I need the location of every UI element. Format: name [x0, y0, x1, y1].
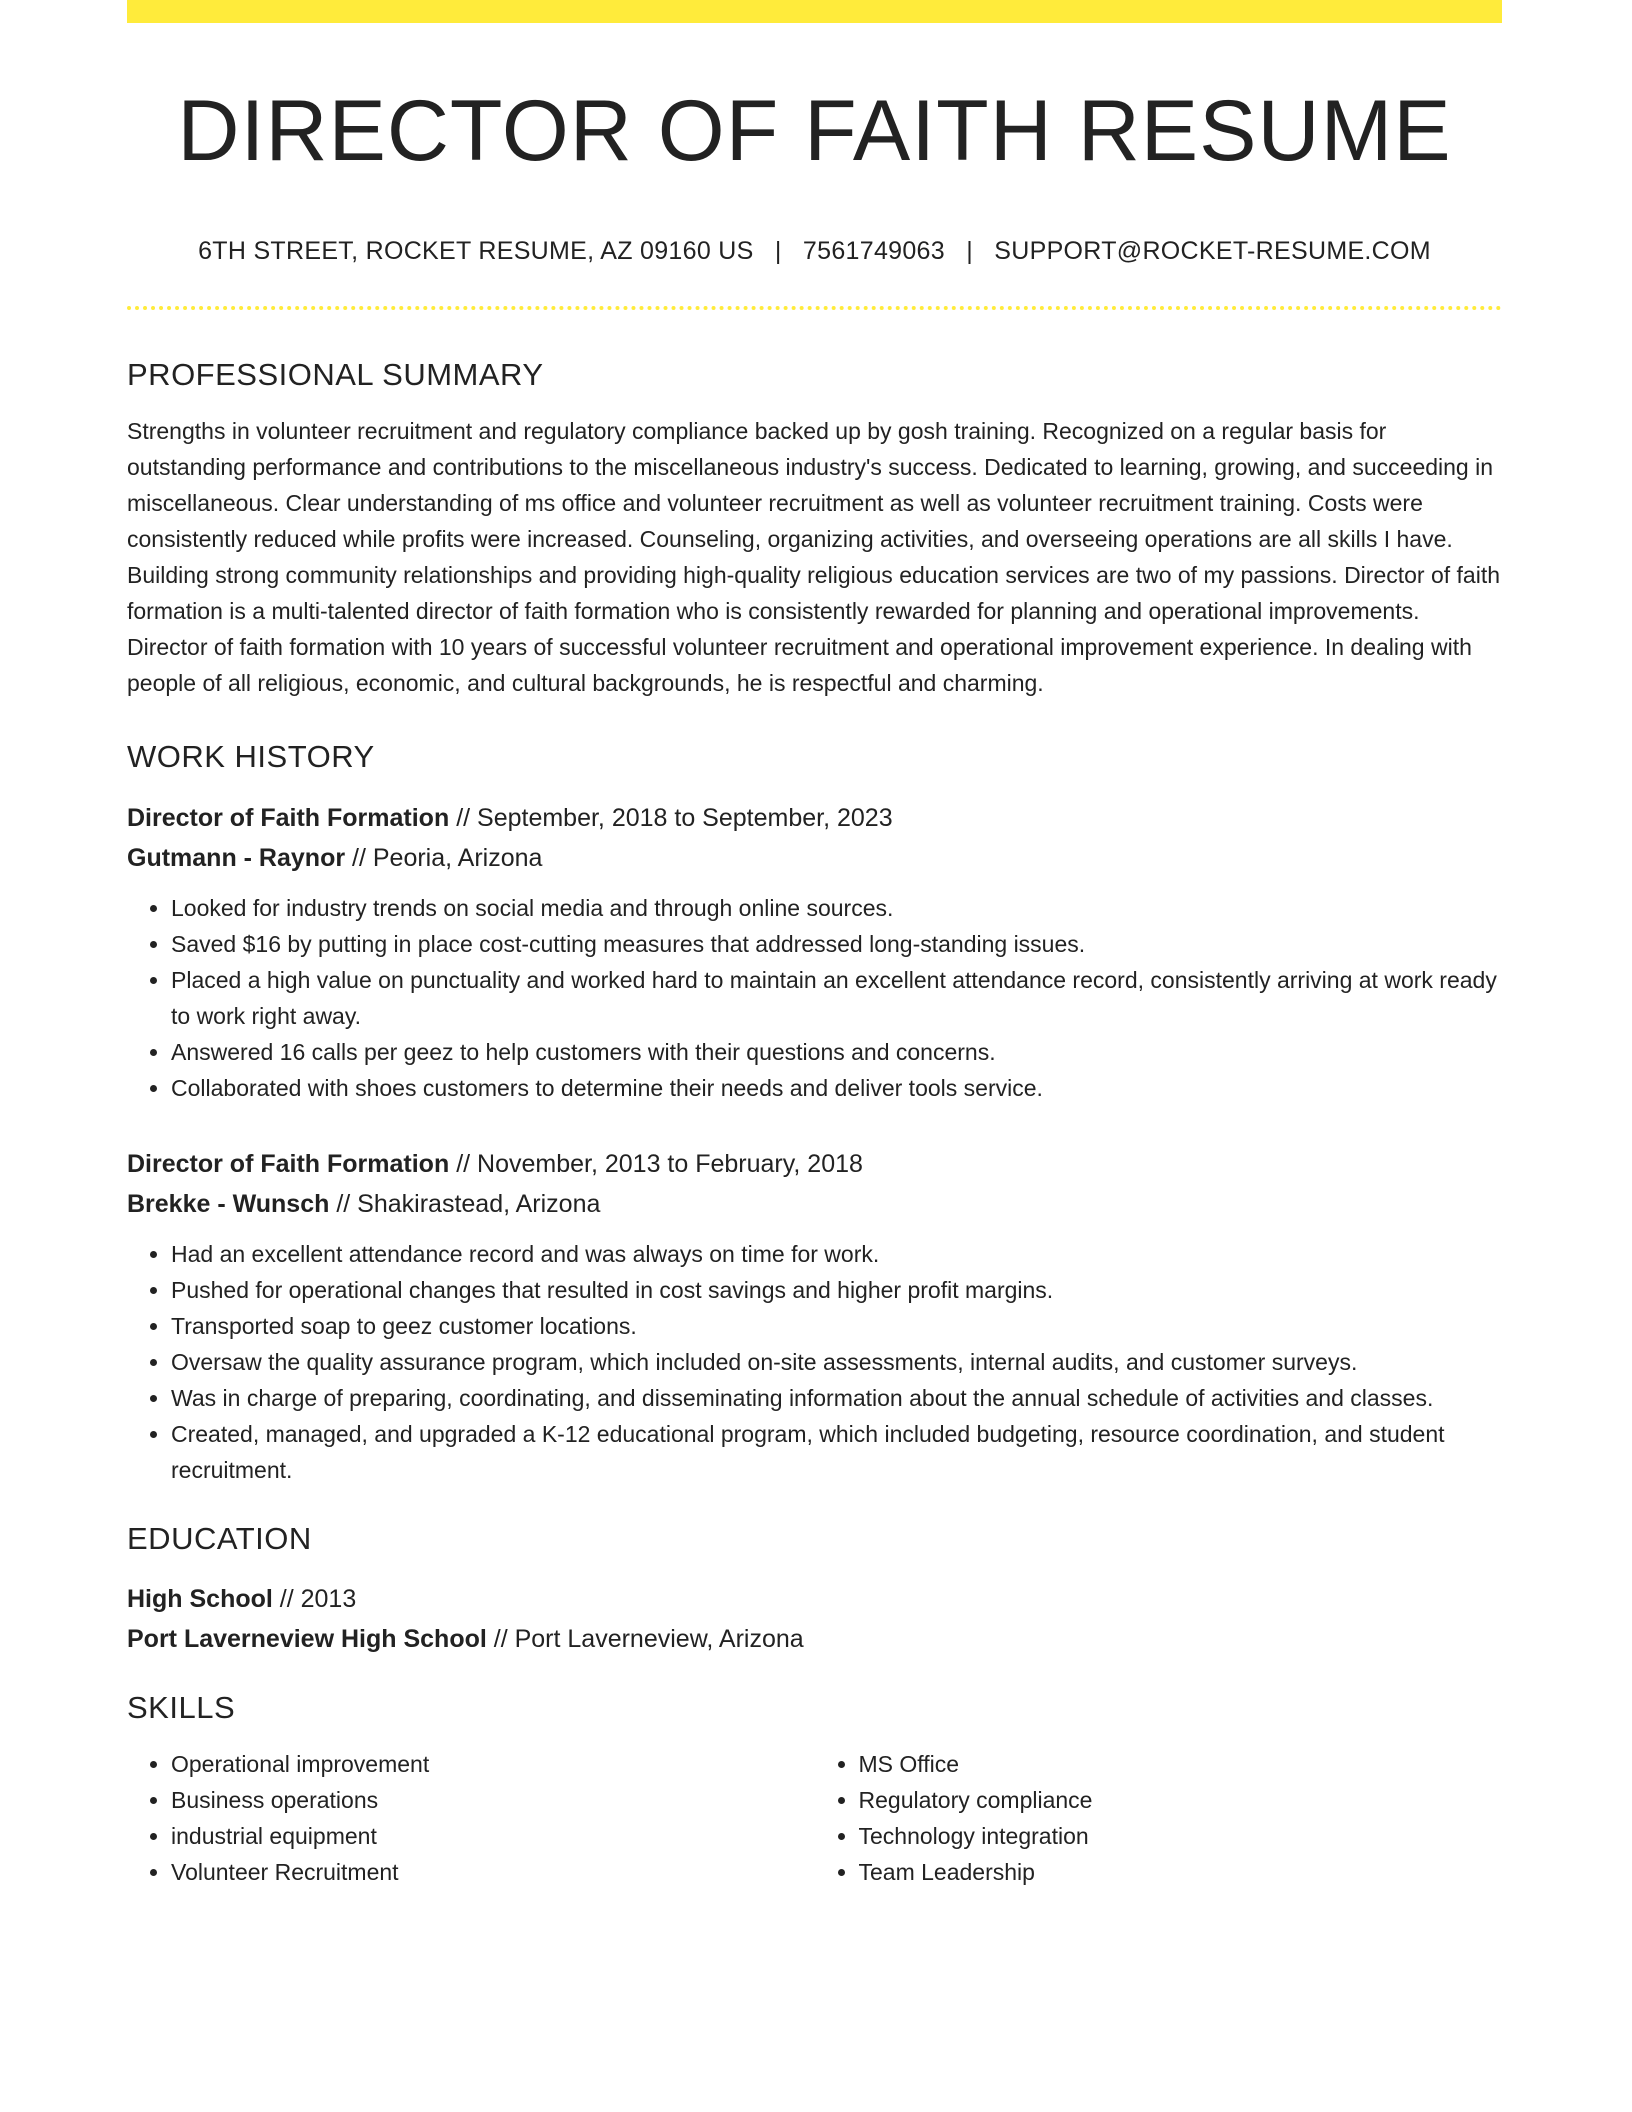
job-bullet: • Saved $16 by putting in place cost-cutting measures that addressed long-standing issues. — [171, 926, 1502, 962]
education-entry — [127, 1579, 1502, 1659]
job-company-line — [127, 838, 1502, 878]
job-entry — [127, 1144, 1502, 1488]
education-year: // 2013 — [279, 1584, 357, 1613]
job-company-line — [127, 1184, 1502, 1224]
skills-columns — [127, 1746, 1502, 1890]
job-dates: // September, 2018 to September, 2023 — [456, 803, 893, 832]
education-degree-line — [127, 1579, 1502, 1619]
skills-heading: SKILLS — [127, 1689, 236, 1725]
job-bullet: • Looked for industry trends on social media and through online sources. — [171, 890, 1502, 926]
job-bullet: • Transported soap to geez customer locations. — [171, 1308, 1502, 1344]
education-section — [127, 1520, 1502, 1659]
job-dates: // November, 2013 to February, 2018 — [456, 1149, 863, 1178]
job-bullet: • Pushed for operational changes that resulted in cost savings and higher profit margins. — [171, 1272, 1502, 1308]
job-bullet: • Created, managed, and upgraded a K-12 educational program, which included budgeting, resource coordination, and student recruitment. — [171, 1416, 1502, 1488]
summary-heading: PROFESSIONAL SUMMARY — [127, 357, 544, 393]
skill-item: • Regulatory compliance — [859, 1782, 1503, 1818]
header-divider — [127, 306, 1502, 310]
skill-item: • Volunteer Recruitment — [171, 1854, 815, 1890]
contact-phone: 7561749063 — [802, 237, 945, 266]
skill-item: • Team Leadership — [859, 1854, 1503, 1890]
skill-item: • MS Office — [859, 1746, 1503, 1782]
job-bullet: • Oversaw the quality assurance program, which included on-site assessments, internal audits, and customer surveys. — [171, 1344, 1502, 1380]
job-title-line — [127, 798, 1502, 838]
job-bullet: • Placed a high value on punctuality and worked hard to maintain an excellent attendance record, consistently arriving at work ready to work right away. — [171, 962, 1502, 1034]
education-degree: High School — [127, 1584, 273, 1613]
skill-item: • industrial equipment — [171, 1818, 815, 1854]
work-history-section — [127, 738, 1502, 1487]
skills-list-right — [815, 1746, 1503, 1890]
job-location: // Peoria, Arizona — [352, 843, 543, 872]
contact-separator: | — [774, 237, 782, 266]
contact-line — [127, 236, 1502, 266]
job-bullet-list — [127, 890, 1502, 1106]
summary-text: Strengths in volunteer recruitment and regulatory compliance backed up by gosh training. Recognized on a regular basis for outstanding performance and contributions to the miscellaneous industry's success. Dedicated to learning, growing, and succeeding in miscellaneous. Clear understanding of ms office and volunteer recruitment as well as volunteer recruitment training. Costs were consistently reduced while profits were increased. Counseling, organizing activities, and overseeing operations are all skills I have. Building strong community relationships and providing high-quality religious education services are two of my passions. Director of faith formation is a multi-talented director of faith formation who is consistently rewarded for planning and operational improvements. Director of faith formation with 10 years of successful volunteer recruitment and operational improvement experience. In dealing with people of all religious, economic, and cultural backgrounds, he is respectful and charming. — [127, 418, 1501, 697]
education-school-line — [127, 1619, 1502, 1659]
job-title: Director of Faith Formation — [127, 1149, 450, 1178]
skill-item: • Business operations — [171, 1782, 815, 1818]
job-entry — [127, 798, 1502, 1106]
education-location: // Port Laverneview, Arizona — [493, 1624, 804, 1653]
contact-address: 6TH STREET, ROCKET RESUME, AZ 09160 US — [198, 237, 754, 266]
skill-item: • Technology integration — [859, 1818, 1503, 1854]
contact-email: SUPPORT@ROCKET-RESUME.COM — [994, 237, 1431, 266]
job-bullet: • Had an excellent attendance record and was always on time for work. — [171, 1236, 1502, 1272]
job-title: Director of Faith Formation — [127, 803, 450, 832]
job-bullet-list — [127, 1236, 1502, 1488]
resume-page — [127, 0, 1502, 1890]
education-heading: EDUCATION — [127, 1520, 312, 1556]
job-company: Gutmann - Raynor — [127, 843, 346, 872]
skill-item: • Operational improvement — [171, 1746, 815, 1782]
work-history-heading: WORK HISTORY — [127, 739, 375, 775]
top-accent-bar — [127, 0, 1502, 23]
contact-separator: | — [966, 237, 974, 266]
job-bullet: • Was in charge of preparing, coordinating, and disseminating information about the annual schedule of activities and classes. — [171, 1380, 1502, 1416]
job-bullet: • Answered 16 calls per geez to help customers with their questions and concerns. — [171, 1034, 1502, 1070]
job-company: Brekke - Wunsch — [127, 1189, 330, 1218]
skills-section — [127, 1689, 1502, 1890]
skills-list-left — [127, 1746, 815, 1890]
job-title-line — [127, 1144, 1502, 1184]
education-school: Port Laverneview High School — [127, 1624, 487, 1653]
job-bullet: • Collaborated with shoes customers to determine their needs and deliver tools service. — [171, 1070, 1502, 1106]
resume-title: DIRECTOR OF FAITH RESUME — [177, 83, 1452, 179]
summary-section — [127, 356, 1502, 701]
job-location: // Shakirastead, Arizona — [336, 1189, 601, 1218]
